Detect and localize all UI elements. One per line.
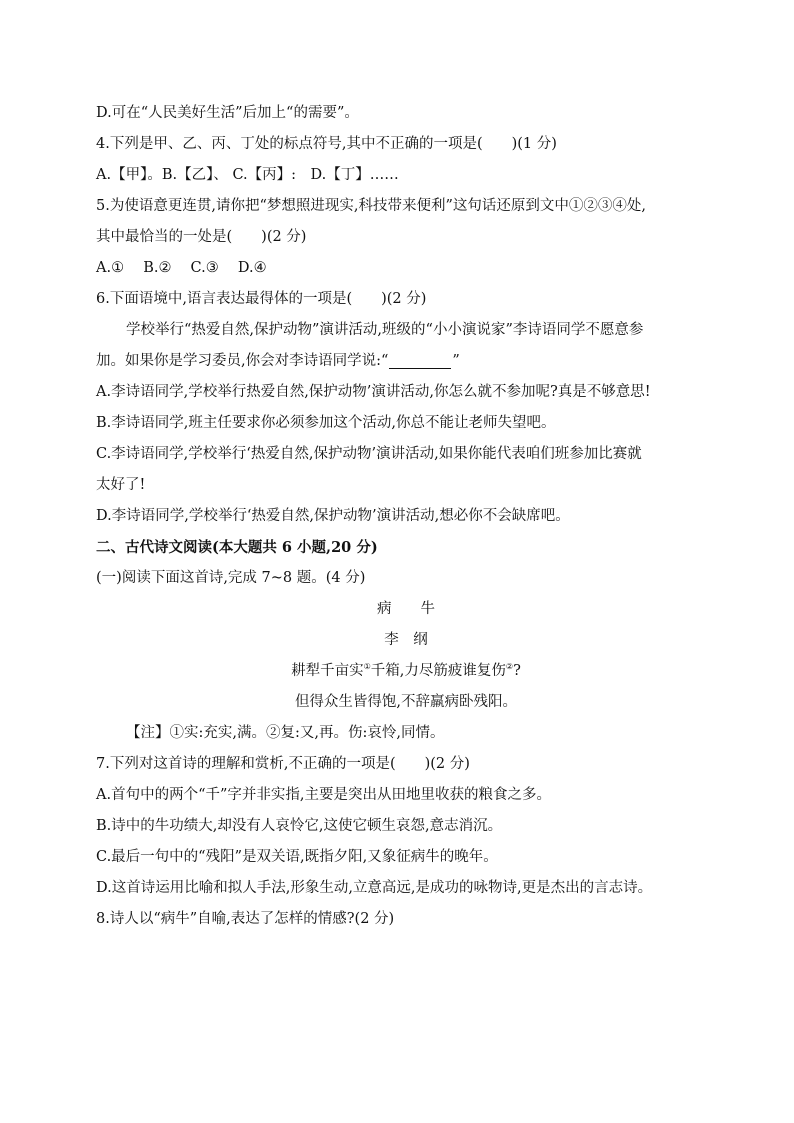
section-2-heading: 二、古代诗文阅读(本大题共 6 小题,20 分)	[96, 539, 378, 556]
question-6: 6.下面语境中,语言表达最得体的一项是( )(2 分)	[96, 291, 427, 307]
poem-line-1-part-a: 耕犁千亩实	[291, 663, 364, 679]
document-page	[96, 98, 716, 935]
poem-author: 李 纲	[384, 632, 428, 648]
question-5-options: A.① B.② C.③ D.④	[96, 260, 267, 276]
poem-title: 病 牛	[377, 601, 435, 617]
question-4-options: A.【甲】。B.【乙】、 C.【丙】: D.【丁】……	[96, 167, 399, 183]
poem-line-1-part-c: ?	[513, 663, 521, 679]
closing-quote: ”	[452, 353, 460, 369]
question-5-line-2: 其中最恰当的一处是( )(2 分)	[96, 229, 307, 245]
q3-option-d: D.可在“人民美好生活”后加上“的需要”。	[96, 105, 359, 121]
footnote-marker-2: ②	[505, 662, 514, 672]
question-6-context-line-2	[96, 346, 716, 377]
context-text: 加。如果你是学习委员,你会对李诗语同学说:“	[96, 353, 389, 369]
question-6-option-d: D.李诗语同学,学校举行‘热爱自然,保护动物’演讲活动,想必你不会缺席吧。	[96, 508, 570, 524]
question-5-line-1: 5.为使语意更连贯,请你把“梦想照进现实,科技带来便利”这句话还原到文中①②③④处,	[96, 198, 646, 214]
question-6-option-c-line-1: C.李诗语同学,学校举行‘热爱自然,保护动物’演讲活动,如果你能代表咱们班参加比赛就	[96, 446, 642, 462]
question-6-option-b: B.李诗语同学,班主任要求你必须参加这个活动,你总不能让老师失望吧。	[96, 415, 556, 431]
part-1-instruction: (一)阅读下面这首诗,完成 7~8 题。(4 分)	[96, 570, 366, 586]
question-6-option-c-line-2: 太好了!	[96, 477, 146, 493]
question-4: 4.下列是甲、乙、丙、丁处的标点符号,其中不正确的一项是( )(1 分)	[96, 136, 557, 152]
question-6-option-a: A.李诗语同学,学校举行热爱自然,保护动物’演讲活动,你怎么就不参加呢?真是不够意思!	[96, 384, 651, 400]
poem-line-1-part-b: 千箱,力尽筋疲谁复伤	[370, 663, 506, 679]
poem-line-2: 但得众生皆得饱,不辞羸病卧残阳。	[294, 694, 518, 710]
footnote-marker-1: ①	[363, 662, 371, 672]
question-6-context-line-1: 学校举行“热爱自然,保护动物”演讲活动,班级的“小小演说家”李诗语同学不愿意参	[126, 322, 644, 338]
question-7-option-a: A.首句中的两个“千”字并非实指,主要是突出从田地里收获的粮食之多。	[96, 787, 552, 803]
question-7-option-b: B.诗中的牛功绩大,却没有人哀怜它,这使它顿生哀怨,意志消沉。	[96, 818, 503, 834]
question-7-option-d: D.这首诗运用比喻和拟人手法,形象生动,立意高远,是成功的咏物诗,更是杰出的言志诗。	[96, 880, 653, 896]
answer-blank	[389, 354, 451, 369]
poem-note: 【注】①实:充实,满。②复:又,再。伤:哀怜,同情。	[126, 725, 445, 741]
question-7: 7.下列对这首诗的理解和赏析,不正确的一项是( )(2 分)	[96, 756, 470, 772]
poem-line-1	[96, 656, 716, 687]
question-7-option-c: C.最后一句中的“残阳”是双关语,既指夕阳,又象征病牛的晚年。	[96, 849, 498, 865]
question-8: 8.诗人以“病牛”自喻,表达了怎样的情感?(2 分)	[96, 911, 395, 927]
